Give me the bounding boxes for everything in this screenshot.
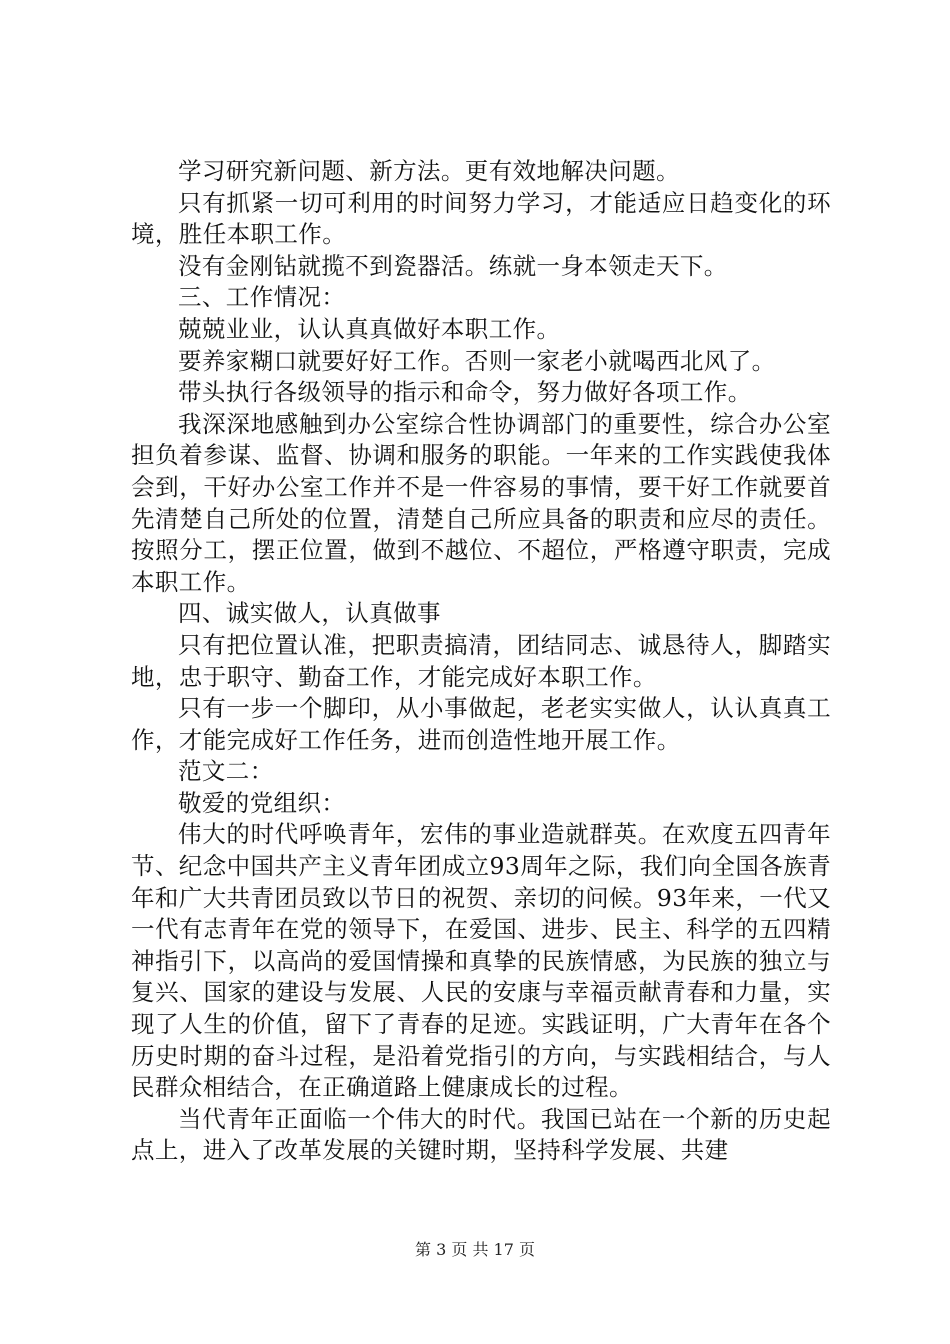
paragraph: 当代青年正面临一个伟大的时代。我国已站在一个新的历史起点上，进入了改革发展的关键时期，坚持科学发展、共建 bbox=[131, 1104, 831, 1165]
section-heading: 三、工作情况： bbox=[178, 283, 346, 312]
paragraph: 我深深地感触到办公室综合性协调部门的重要性，综合办公室担负着参谋、监督、协调和服务的职能。一年来的工作实践使我体会到，干好办公室工作并不是一件容易的事情，要干好工作就要首先清楚自己所处的位置，清楚自己所应具备的职责和应尽的责任。按照分工，摆正位置，做到不越位、不超位，严格遵守职责，完成本职工作。 bbox=[131, 409, 831, 596]
salutation: 敬爱的党组织： bbox=[178, 788, 346, 817]
section-heading: 范文二： bbox=[178, 757, 274, 786]
paragraph: 伟大的时代呼唤青年，宏伟的事业造就群英。在欢度五四青年节、纪念中国共产主义青年团成立93周年之际，我们向全国各族青年和广大共青团员致以节日的祝贺、亲切的问候。93年来，一代又一代有志青年在党的领导下，在爱国、进步、民主、科学的五四精神指引下，以高尚的爱国情操和真挚的民族情感，为民族的独立与复兴、国家的建设与发展、人民的安康与幸福贡献青春和力量，实现了人生的价值，留下了青春的足迹。实践证明，广大青年在各个历史时期的奋斗过程，是沿着党指引的方向，与实践相结合，与人民群众相结合，在正确道路上健康成长的过程。 bbox=[131, 820, 831, 1102]
paragraph: 带头执行各级领导的指示和命令，努力做好各项工作。 bbox=[178, 378, 752, 407]
paragraph: 要养家糊口就要好好工作。否则一家老小就喝西北风了。 bbox=[178, 346, 776, 375]
paragraph: 学习研究新问题、新方法。更有效地解决问题。 bbox=[178, 157, 680, 185]
page-number-label: 第 3 页 共 17 页 bbox=[415, 1240, 535, 1259]
paragraph: 只有把位置认准，把职责搞清，团结同志、诚恳待人，脚踏实地，忠于职守、勤奋工作，才能完成好本职工作。 bbox=[131, 630, 831, 691]
page-footer bbox=[0, 1240, 950, 1260]
document-body bbox=[131, 156, 831, 1167]
paragraph: 只有抓紧一切可利用的时间努力学习，才能适应日趋变化的环境，胜任本职工作。 bbox=[131, 188, 831, 249]
section-heading: 四、诚实做人，认真做事 bbox=[178, 599, 441, 628]
paragraph: 没有金刚钻就揽不到瓷器活。练就一身本领走天下。 bbox=[178, 251, 728, 280]
paragraph: 只有一步一个脚印，从小事做起，老老实实做人，认认真真工作，才能完成好工作任务，进而创造性地开展工作。 bbox=[131, 694, 831, 754]
paragraph: 兢兢业业，认认真真做好本职工作。 bbox=[178, 314, 561, 343]
